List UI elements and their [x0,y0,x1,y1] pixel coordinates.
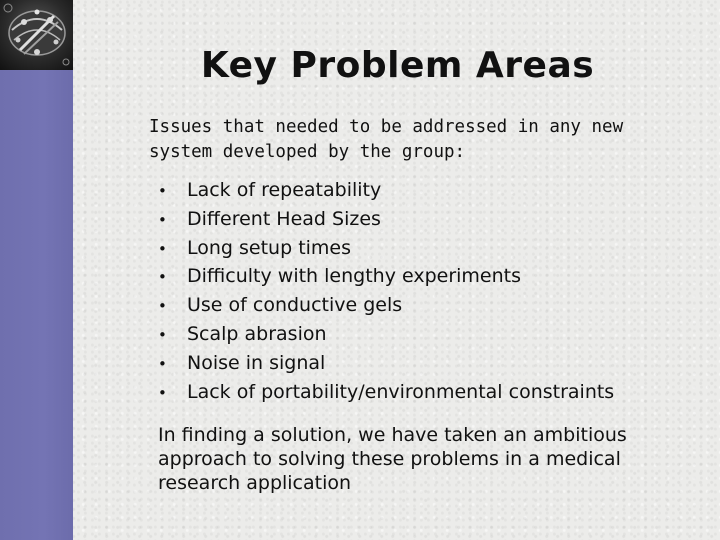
list-item-text: Noise in signal [187,351,326,374]
list-item [158,378,614,407]
list-item-text: Use of conductive gels [187,294,403,317]
logo-graphic [0,0,73,70]
list-item [158,234,614,263]
bullet-icon: • [158,182,167,200]
list-item [158,291,614,320]
list-item-text: Different Head Sizes [187,207,381,230]
bullet-icon: • [158,239,167,258]
intro-text: Issues that needed to be addressed in any new system developed by the group: [149,117,624,162]
bullet-icon: • [158,354,167,373]
list-item [158,349,614,378]
closing-text: In finding a solution, we have taken an ambitious approach to solving these problems in a medical research application [158,424,627,494]
list-item-text: Lack of repeatability [187,179,382,201]
bullet-icon: • [158,210,167,229]
list-item [158,320,614,349]
problem-list [158,176,614,406]
list-item [158,176,614,205]
list-item [158,205,614,234]
list-item-text: Scalp abrasion [187,322,327,345]
eeg-electrode-cap-logo [0,0,73,70]
bullet-icon: • [158,383,167,402]
bullet-icon: • [158,325,167,344]
list-item [158,262,614,291]
list-item-text: Difficulty with lengthy experiments [187,265,522,288]
bullet-icon: • [158,297,167,316]
list-item-text: Long setup times [187,236,352,259]
list-item-text: Lack of portability/environmental constraints [187,380,615,403]
side-bar [0,0,73,540]
slide-title: Key Problem Areas [200,45,595,86]
bullet-icon: • [158,268,167,287]
